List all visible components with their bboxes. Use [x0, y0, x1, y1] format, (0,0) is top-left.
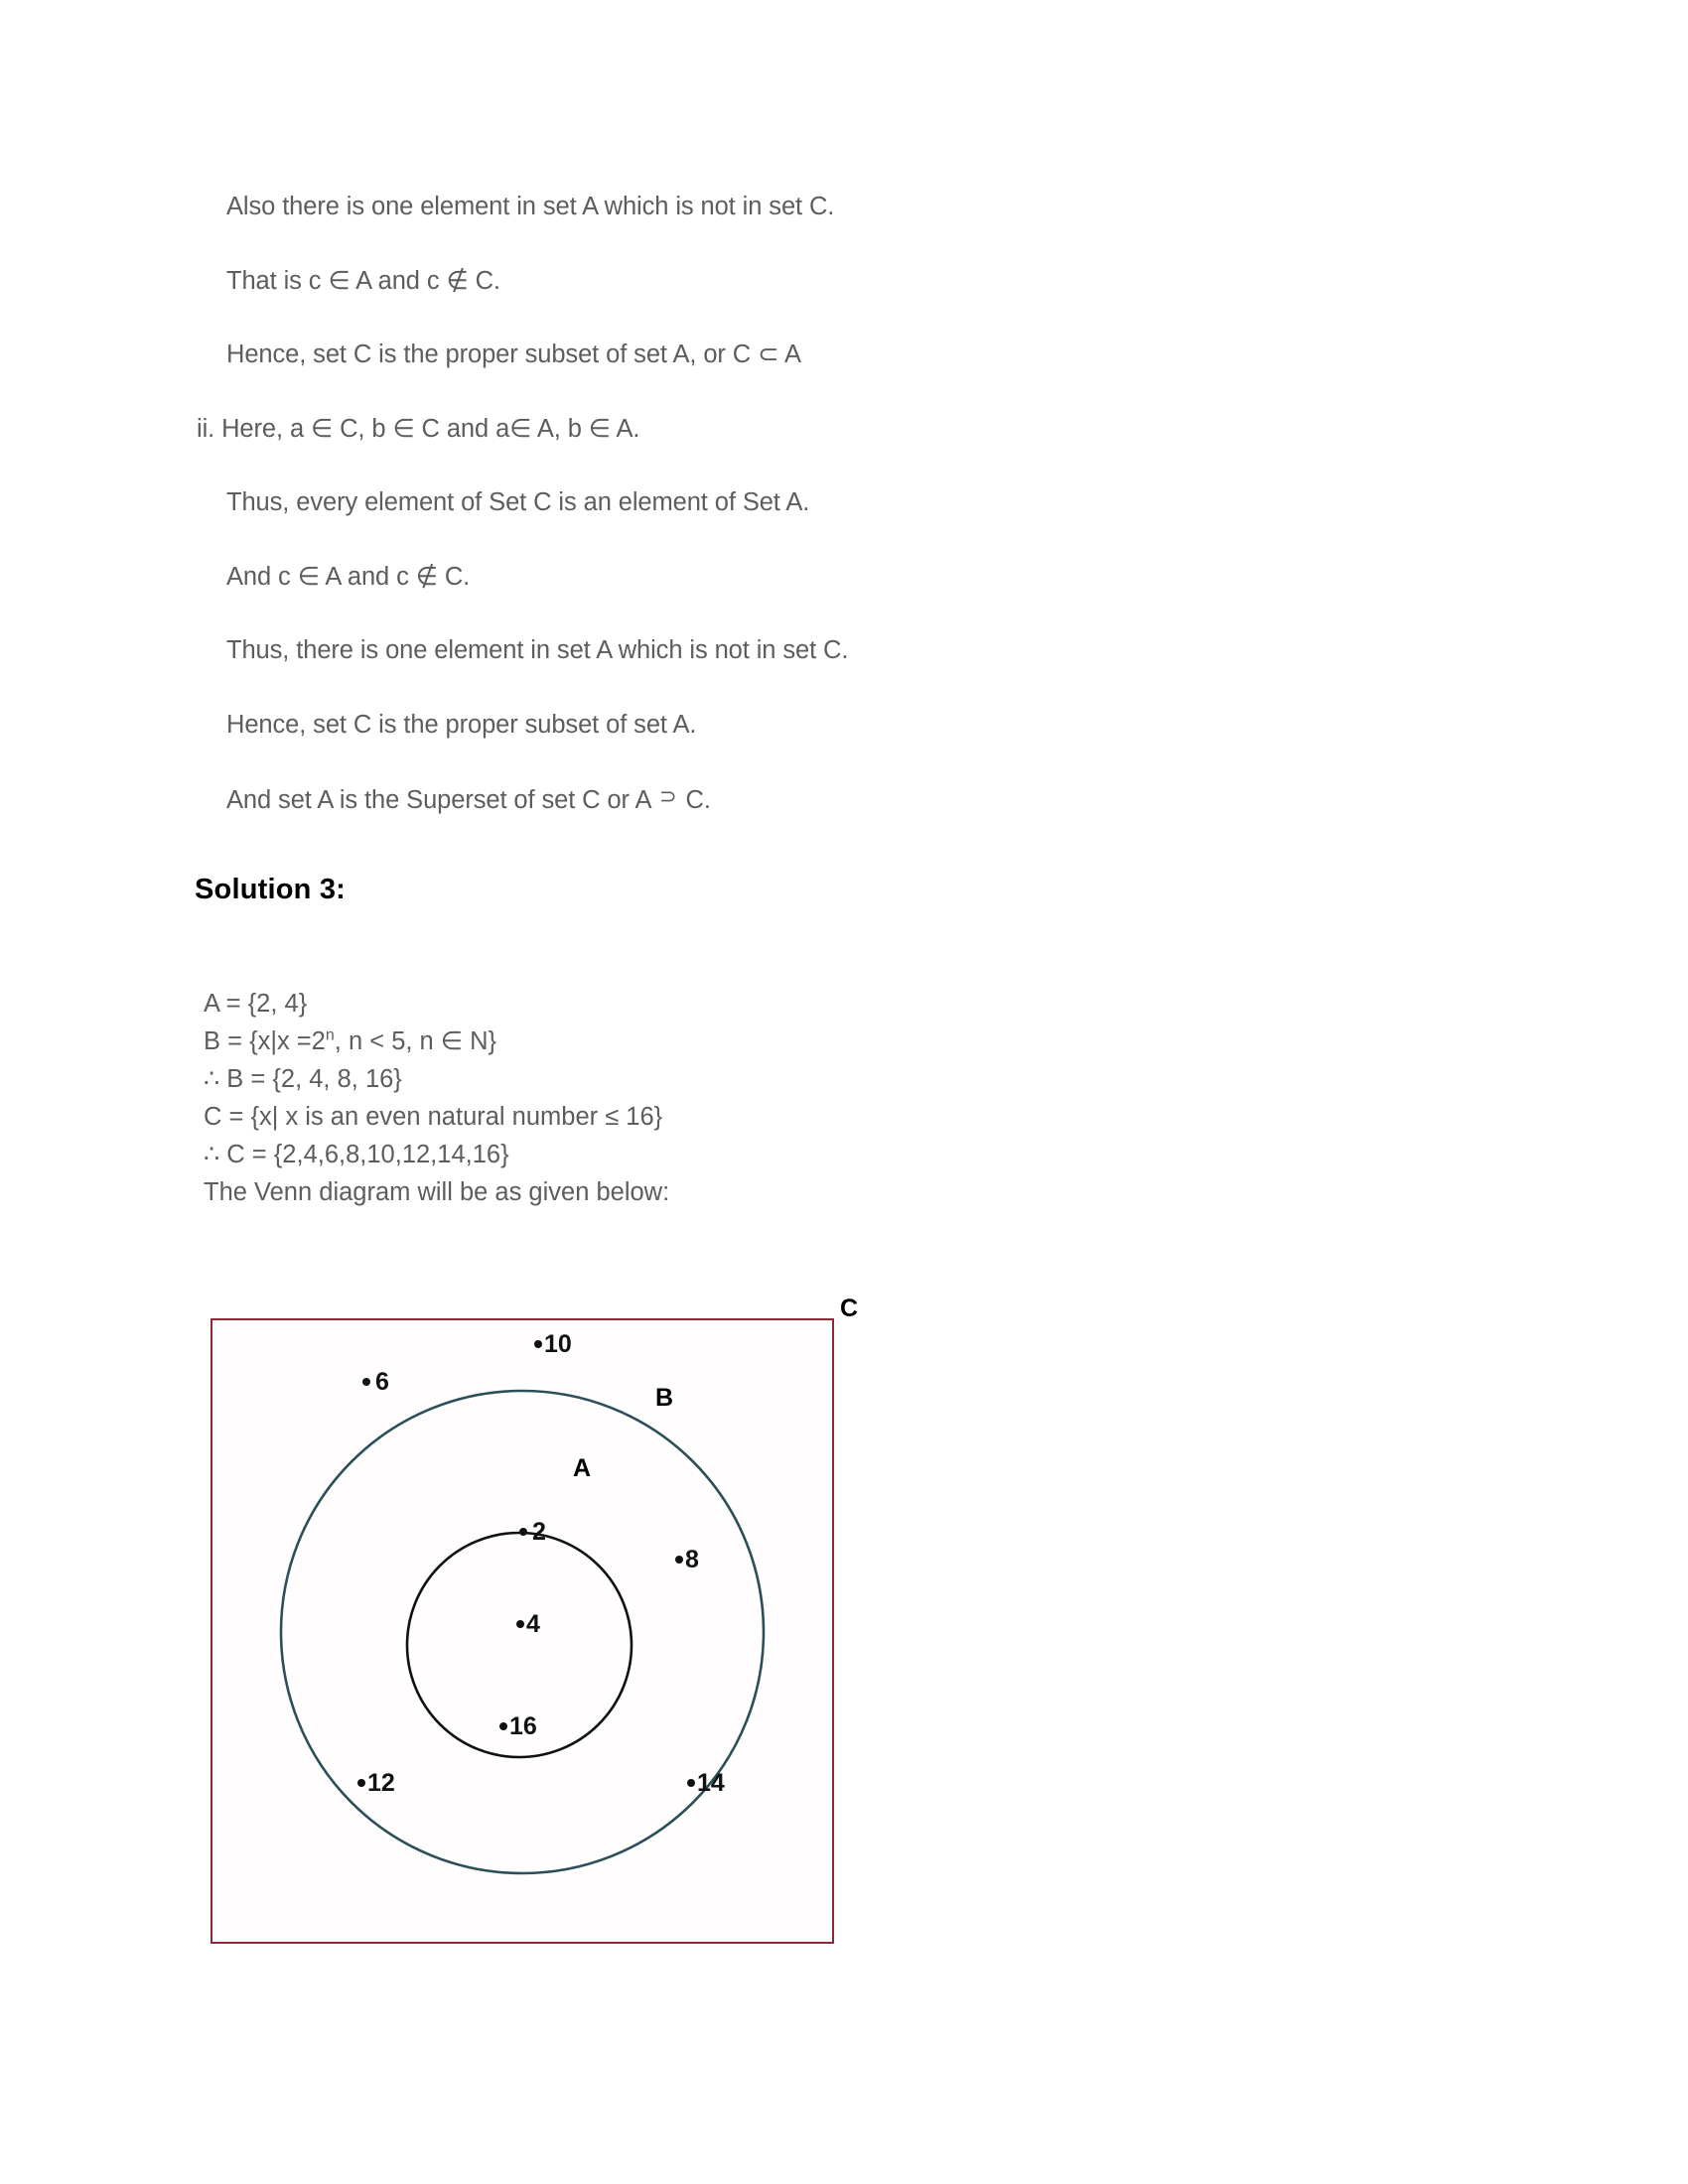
- set-b-suffix: , n < 5, n ∈ N}: [334, 1027, 497, 1055]
- bullet-dot-icon: [516, 1620, 524, 1628]
- proof-line-3: Hence, set C is the proper subset of set A, or C ⊂ A: [226, 341, 801, 368]
- proof-line-superset: [197, 786, 1309, 814]
- set-b-prefix: B = {x|x =2: [204, 1027, 326, 1055]
- superset-operator-icon: ⊃: [659, 785, 677, 808]
- label-set-b: B: [655, 1384, 674, 1412]
- proof-line-4: ii. Here, a ∈ C, b ∈ C and a∈ A, b ∈ A.: [197, 414, 640, 443]
- proof-line-7: Thus, there is one element in set A which is not in set C.: [226, 636, 849, 664]
- venn-element-4: [516, 1610, 540, 1639]
- proof-line-2: That is c ∈ A and c ∉ C.: [226, 266, 500, 295]
- proof-line-5: Thus, every element of Set C is an element of Set A.: [226, 488, 810, 516]
- math-line-set-c-result: ∴ C = {2,4,6,8,10,12,14,16}: [204, 1141, 509, 1168]
- venn-diagram: [204, 1295, 859, 1978]
- solution-heading: Solution 3:: [195, 874, 347, 905]
- bullet-dot-icon: [362, 1378, 370, 1386]
- bullet-dot-icon: [534, 1340, 542, 1348]
- venn-element-label: 6: [375, 1368, 389, 1396]
- proof-line-1: Also there is one element in set A which is not in set C.: [226, 193, 835, 220]
- label-set-c: C: [840, 1295, 859, 1322]
- math-line-set-b-result: ∴ B = {2, 4, 8, 16}: [204, 1065, 402, 1093]
- math-line-set-c: C = {x| x is an even natural number ≤ 16}: [204, 1103, 663, 1131]
- venn-element-label: 10: [544, 1330, 572, 1358]
- bullet-dot-icon: [499, 1722, 507, 1730]
- venn-element-8: [675, 1546, 699, 1574]
- proof-line-6: And c ∈ A and c ∉ C.: [226, 562, 471, 591]
- venn-element-label: 2: [532, 1518, 546, 1546]
- venn-element-12: [357, 1769, 395, 1798]
- math-line-venn-note: The Venn diagram will be as given below:: [204, 1178, 670, 1206]
- superset-line-before: And set A is the Superset of set C or A: [226, 786, 658, 814]
- proof-text-block: [197, 195, 1309, 863]
- superset-line-after: C.: [678, 786, 711, 814]
- set-b-exponent: n: [325, 1026, 335, 1044]
- label-set-a: A: [573, 1454, 592, 1482]
- venn-element-2: [519, 1518, 546, 1547]
- venn-element-label: 14: [697, 1769, 725, 1797]
- venn-element-label: 12: [367, 1769, 395, 1797]
- bullet-dot-icon: [687, 1779, 695, 1787]
- venn-element-6: [362, 1368, 389, 1397]
- venn-element-10: [534, 1330, 572, 1359]
- venn-element-label: 4: [526, 1610, 540, 1638]
- venn-element-16: [499, 1712, 537, 1741]
- set-definitions-block: [204, 985, 669, 1211]
- proof-line-8: Hence, set C is the proper subset of set A.: [226, 710, 697, 739]
- venn-element-label: 16: [509, 1712, 537, 1740]
- bullet-dot-icon: [675, 1556, 683, 1564]
- venn-circles-svg: [204, 1302, 859, 1978]
- math-line-set-a: A = {2, 4}: [204, 990, 308, 1018]
- bullet-dot-icon: [519, 1528, 527, 1536]
- bullet-dot-icon: [357, 1779, 365, 1787]
- venn-element-label: 8: [685, 1546, 699, 1573]
- math-line-set-b: [204, 1023, 669, 1060]
- venn-element-14: [687, 1769, 725, 1798]
